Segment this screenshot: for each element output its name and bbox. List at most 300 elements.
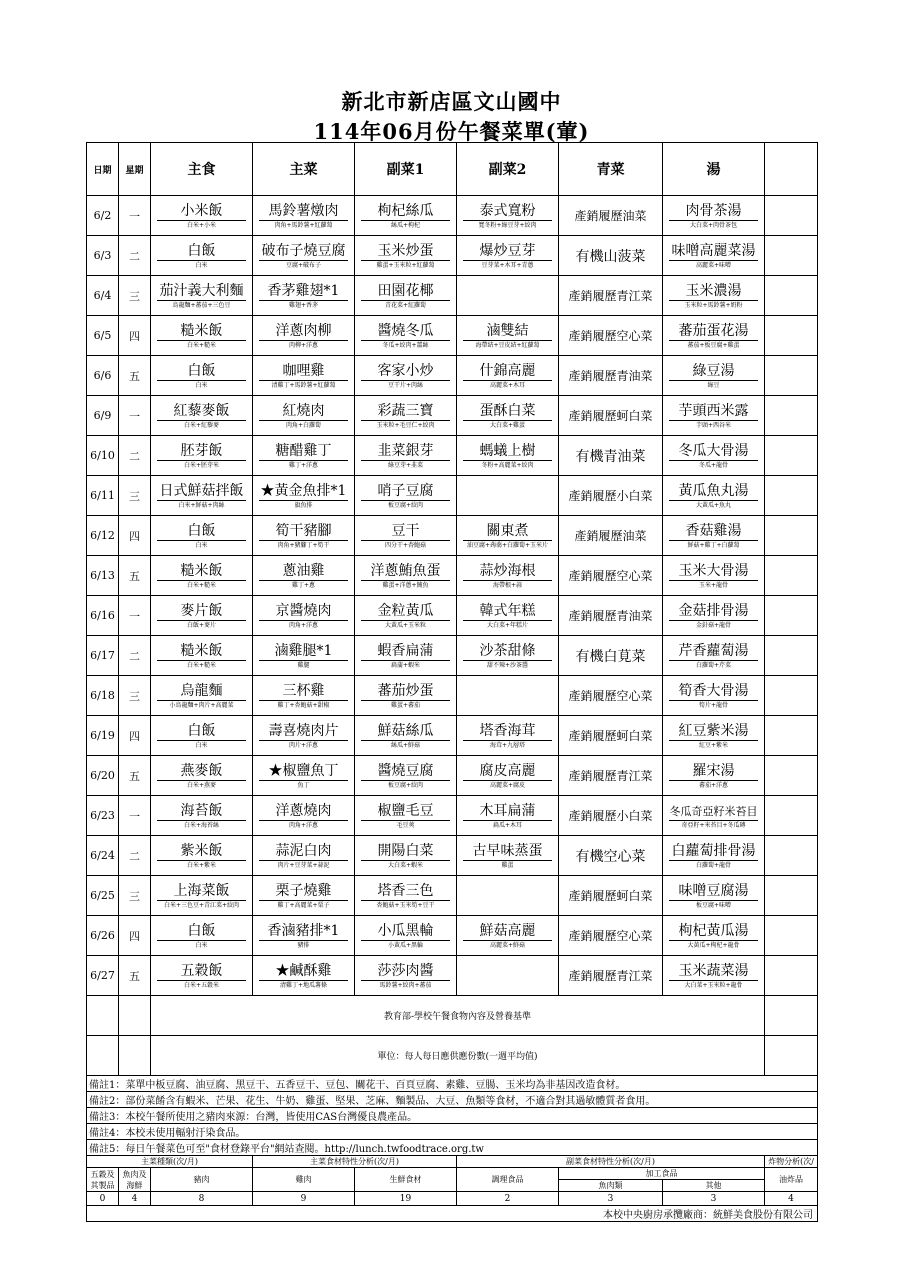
blank-cell bbox=[765, 836, 818, 876]
header-side2: 副菜2 bbox=[457, 143, 559, 196]
side-dish-1-cell bbox=[355, 956, 457, 996]
blank-cell bbox=[765, 956, 818, 996]
side-dish-1-cell bbox=[355, 716, 457, 756]
menu-row bbox=[87, 876, 818, 916]
main-dish-cell bbox=[253, 396, 355, 436]
side-dish-1-cell bbox=[355, 516, 457, 556]
stat-col-fresh: 生鮮食材 bbox=[355, 1168, 457, 1192]
staple-cell bbox=[151, 836, 253, 876]
dish-name: 白飯 bbox=[187, 723, 216, 739]
header-veg: 青菜 bbox=[559, 143, 663, 196]
dish-ingredients: 白米+糙米 bbox=[157, 340, 246, 350]
vegetable-cell: 有機山菠菜 bbox=[559, 236, 663, 276]
main-dish-cell bbox=[253, 676, 355, 716]
menu-row bbox=[87, 676, 818, 716]
main-dish-cell bbox=[253, 476, 355, 516]
side-dish-2-cell bbox=[457, 916, 559, 956]
dish-ingredients: 肉柳+洋蔥 bbox=[259, 340, 348, 350]
stat-col-fried: 油炸品 bbox=[765, 1168, 818, 1192]
dish-name: 彩蔬三寶 bbox=[377, 403, 434, 419]
main-dish-cell bbox=[253, 196, 355, 236]
dish-ingredients: 白米 bbox=[157, 540, 246, 550]
weekday-cell: 五 bbox=[119, 356, 151, 396]
stat-group-main-analysis: 主菜食材特性分析(次/月) bbox=[253, 1156, 457, 1168]
dish-ingredients: 白米+紅藜麥 bbox=[157, 420, 246, 430]
soup-ingredients: 高麗菜+味噌 bbox=[669, 260, 758, 270]
page-subtitle: 114年06月份午餐菜單(葷) bbox=[313, 119, 590, 144]
stat-value-fishmeat: 3 bbox=[559, 1192, 663, 1206]
dish-ingredients: 雞蛋+洋蔥+鮪魚 bbox=[361, 580, 450, 590]
stat-col-processed: 加工食品 bbox=[559, 1168, 765, 1180]
dish-name: 莎莎肉醬 bbox=[377, 963, 434, 979]
soup-ingredients: 大白菜+肉骨茶包 bbox=[669, 220, 758, 230]
date-cell: 6/10 bbox=[87, 436, 119, 476]
blank-cell bbox=[765, 596, 818, 636]
date-cell: 6/4 bbox=[87, 276, 119, 316]
dish-ingredients: 肉片+洋蔥 bbox=[259, 740, 348, 750]
stat-value-chicken: 9 bbox=[253, 1192, 355, 1206]
dish-ingredients: 毛豆莢 bbox=[361, 820, 450, 830]
vegetable-cell: 產銷履歷青江菜 bbox=[559, 756, 663, 796]
dish-ingredients: 雞蛋 bbox=[463, 860, 552, 870]
dish-name: 蝦香扁蒲 bbox=[377, 643, 434, 659]
dish-ingredients: 白米 bbox=[157, 380, 246, 390]
weekday-cell: 一 bbox=[119, 196, 151, 236]
soup-cell bbox=[663, 476, 765, 516]
weekday-cell: 五 bbox=[119, 556, 151, 596]
menu-row bbox=[87, 196, 818, 236]
date-cell: 6/23 bbox=[87, 796, 119, 836]
weekday-cell: 四 bbox=[119, 716, 151, 756]
dish-ingredients: 白米 bbox=[157, 940, 246, 950]
dish-ingredients: 雞丁+杏鮑菇+甜椒 bbox=[259, 700, 348, 710]
date-cell: 6/26 bbox=[87, 916, 119, 956]
dish-ingredients: 白米+鮮菇+肉絲 bbox=[157, 500, 246, 510]
blank-cell bbox=[765, 436, 818, 476]
side-dish-1-cell bbox=[355, 796, 457, 836]
soup-name: 香菇雞湯 bbox=[685, 523, 742, 539]
staple-cell bbox=[151, 676, 253, 716]
soup-cell bbox=[663, 916, 765, 956]
dish-name: 醬燒冬瓜 bbox=[377, 323, 434, 339]
soup-cell bbox=[663, 796, 765, 836]
date-cell: 6/24 bbox=[87, 836, 119, 876]
date-cell: 6/16 bbox=[87, 596, 119, 636]
weekday-cell: 二 bbox=[119, 436, 151, 476]
soup-ingredients: 白蘿蔔+芹菜 bbox=[669, 660, 758, 670]
dish-name: 小瓜黑輪 bbox=[377, 923, 434, 939]
side-dish-2-cell bbox=[457, 236, 559, 276]
vegetable-cell: 產銷履歷青油菜 bbox=[559, 356, 663, 396]
soup-ingredients: 板豆腐+味噌 bbox=[669, 900, 758, 910]
soup-cell bbox=[663, 356, 765, 396]
weekday-cell: 二 bbox=[119, 836, 151, 876]
weekday-cell: 二 bbox=[119, 636, 151, 676]
soup-cell bbox=[663, 196, 765, 236]
dish-ingredients: 高麗菜+鮮菇 bbox=[463, 940, 552, 950]
dish-name: 壽喜燒肉片 bbox=[268, 723, 339, 739]
dish-name: 白飯 bbox=[187, 523, 216, 539]
vegetable-cell: 有機青油菜 bbox=[559, 436, 663, 476]
dish-ingredients: 板豆腐+絞肉 bbox=[361, 780, 450, 790]
vegetable-cell: 產銷履歷小白菜 bbox=[559, 476, 663, 516]
soup-name: 玉米濃湯 bbox=[685, 283, 742, 299]
dish-name: 烏龍麵 bbox=[180, 683, 223, 699]
dish-ingredients: 肉角+白蘿蔔 bbox=[259, 420, 348, 430]
dish-name: 海苔飯 bbox=[180, 803, 223, 819]
weekday-cell: 三 bbox=[119, 876, 151, 916]
stat-col-fishmeat: 魚肉類 bbox=[559, 1180, 663, 1192]
dish-ingredients: 板豆腐+絞肉 bbox=[361, 500, 450, 510]
staple-cell bbox=[151, 276, 253, 316]
dish-name: 茄汁義大利麵 bbox=[159, 283, 244, 299]
dish-name: ★黃金魚排*1 bbox=[260, 483, 347, 499]
dish-name: 三杯雞 bbox=[282, 683, 325, 699]
soup-ingredients: 蕃茄+板豆腐+雞蛋 bbox=[669, 340, 758, 350]
vegetable-cell: 產銷履歷蚵白菜 bbox=[559, 876, 663, 916]
soup-cell bbox=[663, 676, 765, 716]
dish-name: 蒜泥白肉 bbox=[275, 843, 332, 859]
vegetable-cell: 產銷履歷小白菜 bbox=[559, 796, 663, 836]
dish-ingredients: 冬粉+高麗菜+絞肉 bbox=[463, 460, 552, 470]
soup-ingredients: 玉米+龍骨 bbox=[669, 580, 758, 590]
side-dish-2-cell bbox=[457, 836, 559, 876]
dish-ingredients: 肉片+豆芽菜+蒜泥 bbox=[259, 860, 348, 870]
side-dish-2-cell bbox=[457, 956, 559, 996]
stat-value-fried: 4 bbox=[765, 1192, 818, 1206]
dish-name: 鮮菇絲瓜 bbox=[377, 723, 434, 739]
page-title: 新北市新店區文山國中 bbox=[341, 89, 562, 114]
dish-name: 紅藜麥飯 bbox=[173, 403, 230, 419]
blank-cell bbox=[765, 356, 818, 396]
dish-name: 白飯 bbox=[187, 923, 216, 939]
dish-ingredients: 雞翅+香茅 bbox=[259, 300, 348, 310]
dish-name: 洋蔥肉柳 bbox=[275, 323, 332, 339]
soup-name: 黃瓜魚丸湯 bbox=[678, 483, 749, 499]
dish-ingredients: 白米 bbox=[157, 260, 246, 270]
side-dish-2-cell bbox=[457, 476, 559, 516]
date-cell: 6/9 bbox=[87, 396, 119, 436]
side-dish-2-cell bbox=[457, 716, 559, 756]
dish-ingredients: 青花菜+紅蘿蔔 bbox=[361, 300, 450, 310]
side-dish-1-cell bbox=[355, 476, 457, 516]
date-cell: 6/2 bbox=[87, 196, 119, 236]
side-dish-1-cell bbox=[355, 636, 457, 676]
menu-row bbox=[87, 516, 818, 556]
soup-name: 紅豆紫米湯 bbox=[678, 723, 749, 739]
date-cell: 6/12 bbox=[87, 516, 119, 556]
dish-name: 洋蔥燒肉 bbox=[275, 803, 332, 819]
dish-name: 塔香三色 bbox=[377, 883, 434, 899]
side-dish-2-cell bbox=[457, 516, 559, 556]
dish-ingredients: 大白菜+蝦米 bbox=[361, 860, 450, 870]
side-dish-1-cell bbox=[355, 876, 457, 916]
stat-value-fresh: 19 bbox=[355, 1192, 457, 1206]
dish-name: 枸杞絲瓜 bbox=[377, 203, 434, 219]
main-dish-cell bbox=[253, 916, 355, 956]
dish-ingredients: 白飯+麥片 bbox=[157, 620, 246, 630]
dish-ingredients: 絲瓜+鮮菇 bbox=[361, 740, 450, 750]
standard-line1: 教育部-學校午餐食物內容及營養基準 bbox=[151, 996, 765, 1036]
side-dish-1-cell bbox=[355, 436, 457, 476]
note-2: 備註2：部份菜餚含有蝦米、芒果、花生、牛奶、雞蛋、堅果、芝麻、麵製品、大豆、魚類等食材，不適合對其過敏體質者食用。 bbox=[87, 1092, 818, 1108]
dish-name: 上海菜飯 bbox=[173, 883, 230, 899]
dish-name: 香茅雞翅*1 bbox=[267, 283, 340, 299]
dish-name: 紫米飯 bbox=[180, 843, 223, 859]
dish-ingredients: 肉角+豬腳丁+筍干 bbox=[259, 540, 348, 550]
header-weekday: 星期 bbox=[119, 143, 151, 196]
blank-cell bbox=[765, 236, 818, 276]
menu-row bbox=[87, 596, 818, 636]
blank-cell bbox=[765, 516, 818, 556]
soup-ingredients: 紅豆+紫米 bbox=[669, 740, 758, 750]
dish-ingredients: 雞丁+高麗菜+栗子 bbox=[259, 900, 348, 910]
menu-table bbox=[86, 142, 818, 1222]
dish-ingredients: 大白菜+年糕片 bbox=[463, 620, 552, 630]
dish-ingredients: 海帶結+豆皮結+紅蘿蔔 bbox=[463, 340, 552, 350]
stat-value-grain: 0 bbox=[87, 1192, 119, 1206]
main-dish-cell bbox=[253, 876, 355, 916]
dish-ingredients: 雞蛋+玉米粒+紅蘿蔔 bbox=[361, 260, 450, 270]
side-dish-2-cell bbox=[457, 756, 559, 796]
main-dish-cell bbox=[253, 236, 355, 276]
stat-col-pork: 豬肉 bbox=[151, 1168, 253, 1192]
staple-cell bbox=[151, 476, 253, 516]
dish-ingredients: 綠豆芽+韭菜 bbox=[361, 460, 450, 470]
side-dish-1-cell bbox=[355, 756, 457, 796]
stat-value-prepared: 2 bbox=[457, 1192, 559, 1206]
staple-cell bbox=[151, 236, 253, 276]
side-dish-2-cell bbox=[457, 196, 559, 236]
dish-name: 什錦高麗 bbox=[479, 363, 536, 379]
vegetable-cell: 產銷履歷蚵白菜 bbox=[559, 396, 663, 436]
side-dish-1-cell bbox=[355, 676, 457, 716]
soup-name: 枸杞黃瓜湯 bbox=[678, 923, 749, 939]
dish-name: 古早味蒸蛋 bbox=[472, 843, 543, 859]
side-dish-1-cell bbox=[355, 276, 457, 316]
soup-cell bbox=[663, 876, 765, 916]
dish-name: 破布子燒豆腐 bbox=[261, 243, 346, 259]
soup-ingredients: 冬瓜+龍骨 bbox=[669, 460, 758, 470]
dish-name: 關東煮 bbox=[486, 523, 529, 539]
soup-ingredients: 大黃瓜+枸杞+龍骨 bbox=[669, 940, 758, 950]
dish-name: 洋蔥鮪魚蛋 bbox=[370, 563, 441, 579]
staple-cell bbox=[151, 796, 253, 836]
dish-name: 蒜炒海根 bbox=[479, 563, 536, 579]
dish-ingredients: 魚丁 bbox=[259, 780, 348, 790]
menu-row bbox=[87, 836, 818, 876]
soup-cell bbox=[663, 236, 765, 276]
staple-cell bbox=[151, 436, 253, 476]
weekday-cell: 三 bbox=[119, 476, 151, 516]
date-cell: 6/5 bbox=[87, 316, 119, 356]
date-cell: 6/13 bbox=[87, 556, 119, 596]
dish-name: 糙米飯 bbox=[180, 643, 223, 659]
dish-name: 豆干 bbox=[391, 523, 420, 539]
vegetable-cell: 產銷履歷油菜 bbox=[559, 516, 663, 556]
side-dish-1-cell bbox=[355, 596, 457, 636]
vegetable-cell: 產銷履歷空心菜 bbox=[559, 916, 663, 956]
menu-row bbox=[87, 276, 818, 316]
soup-cell bbox=[663, 436, 765, 476]
staple-cell bbox=[151, 756, 253, 796]
soup-name: 綠豆湯 bbox=[692, 363, 735, 379]
dish-ingredients: 油豆腐+蒟蒻+白蘿蔔+玉米片 bbox=[463, 540, 552, 550]
soup-name: 味噌高麗菜湯 bbox=[671, 243, 756, 259]
dish-ingredients: 白米 bbox=[157, 740, 246, 750]
dish-name: 紅燒肉 bbox=[282, 403, 325, 419]
vegetable-cell: 產銷履歷空心菜 bbox=[559, 316, 663, 356]
dish-ingredients bbox=[463, 692, 552, 701]
date-cell: 6/27 bbox=[87, 956, 119, 996]
menu-row bbox=[87, 916, 818, 956]
soup-name: 玉米蔬菜湯 bbox=[678, 963, 749, 979]
dish-name: 白飯 bbox=[187, 363, 216, 379]
stat-col-prepared: 調理食品 bbox=[457, 1168, 559, 1192]
dish-ingredients: 小烏龍麵+肉片+高麗菜 bbox=[157, 700, 246, 710]
dish-name: 滷雞腿*1 bbox=[274, 643, 333, 659]
side-dish-2-cell bbox=[457, 636, 559, 676]
main-dish-cell bbox=[253, 596, 355, 636]
side-dish-2-cell bbox=[457, 436, 559, 476]
dish-name: 蛋酥白菜 bbox=[479, 403, 536, 419]
menu-row bbox=[87, 356, 818, 396]
dish-name: 小米飯 bbox=[180, 203, 223, 219]
dish-name: 馬鈴薯燉肉 bbox=[268, 203, 339, 219]
menu-row bbox=[87, 716, 818, 756]
dish-name: 客家小炒 bbox=[377, 363, 434, 379]
side-dish-2-cell bbox=[457, 876, 559, 916]
soup-ingredients: 白蘿蔔+龍骨 bbox=[669, 860, 758, 870]
dish-ingredients: 海茸+九層塔 bbox=[463, 740, 552, 750]
dish-name: 木耳扁蒲 bbox=[479, 803, 536, 819]
menu-row bbox=[87, 556, 818, 596]
dish-name: 鮮菇高麗 bbox=[479, 923, 536, 939]
dish-ingredients: 白米+小米 bbox=[157, 220, 246, 230]
header-main: 主菜 bbox=[253, 143, 355, 196]
dish-name: 螞蟻上樹 bbox=[479, 443, 536, 459]
weekday-cell: 一 bbox=[119, 596, 151, 636]
blank-cell bbox=[765, 636, 818, 676]
soup-cell bbox=[663, 636, 765, 676]
dish-ingredients: 白米+海苔絲 bbox=[157, 820, 246, 830]
dish-ingredients: 雞腿 bbox=[259, 660, 348, 670]
side-dish-2-cell bbox=[457, 556, 559, 596]
main-dish-cell bbox=[253, 756, 355, 796]
dish-ingredients: 白米+糙米 bbox=[157, 580, 246, 590]
dish-ingredients: 清雞丁+馬鈴薯+紅蘿蔔 bbox=[259, 380, 348, 390]
note-1: 備註1：菜單中板豆腐、油豆腐、黑豆干、五香豆干、豆包、關花干、百頁豆腐、素雞、豆腸、玉米均為非基因改造食材。 bbox=[87, 1076, 818, 1092]
dish-name: 玉米炒蛋 bbox=[377, 243, 434, 259]
dish-ingredients bbox=[463, 972, 552, 981]
blank-cell bbox=[765, 716, 818, 756]
menu-row bbox=[87, 316, 818, 356]
dish-ingredients: 旗魚排 bbox=[259, 500, 348, 510]
soup-cell bbox=[663, 956, 765, 996]
weekday-cell: 一 bbox=[119, 796, 151, 836]
menu-row bbox=[87, 236, 818, 276]
date-cell: 6/18 bbox=[87, 676, 119, 716]
blank-cell bbox=[765, 196, 818, 236]
weekday-cell: 三 bbox=[119, 276, 151, 316]
dish-name: 蕃茄炒蛋 bbox=[377, 683, 434, 699]
staple-cell bbox=[151, 556, 253, 596]
stat-col-grain: 五穀及其製品 bbox=[87, 1168, 119, 1192]
soup-ingredients: 金針菇+龍骨 bbox=[669, 620, 758, 630]
soup-cell bbox=[663, 756, 765, 796]
header-row bbox=[87, 143, 818, 196]
dish-name: 麥片飯 bbox=[180, 603, 223, 619]
dish-name: 椒鹽毛豆 bbox=[377, 803, 434, 819]
stat-group-main-kind: 主菜種類(次/月) bbox=[87, 1156, 253, 1168]
soup-ingredients: 筍片+龍骨 bbox=[669, 700, 758, 710]
weekday-cell: 二 bbox=[119, 236, 151, 276]
dish-ingredients: 肉角+洋蔥 bbox=[259, 820, 348, 830]
main-dish-cell bbox=[253, 836, 355, 876]
date-cell: 6/6 bbox=[87, 356, 119, 396]
dish-name: 爆炒豆芽 bbox=[479, 243, 536, 259]
side-dish-2-cell bbox=[457, 356, 559, 396]
soup-ingredients: 大白菜+玉米粒+龍骨 bbox=[669, 980, 758, 990]
dish-ingredients bbox=[463, 492, 552, 501]
side-dish-1-cell bbox=[355, 556, 457, 596]
dish-ingredients: 大白菜+雞蛋 bbox=[463, 420, 552, 430]
soup-name: 味噌豆腐湯 bbox=[678, 883, 749, 899]
dish-ingredients: 寬冬粉+綠豆芽+絞肉 bbox=[463, 220, 552, 230]
dish-ingredients: 小黃瓜+黑輪 bbox=[361, 940, 450, 950]
dish-name: 開陽白菜 bbox=[377, 843, 434, 859]
dish-name: 醬燒豆腐 bbox=[377, 763, 434, 779]
main-dish-cell bbox=[253, 796, 355, 836]
blank-cell bbox=[765, 876, 818, 916]
dish-name: 塔香海茸 bbox=[479, 723, 536, 739]
dish-name: 栗子燒雞 bbox=[275, 883, 332, 899]
soup-name: 芋頭西米露 bbox=[678, 403, 749, 419]
side-dish-1-cell bbox=[355, 236, 457, 276]
vegetable-cell: 產銷履歷空心菜 bbox=[559, 556, 663, 596]
dish-ingredients: 白米+燕麥 bbox=[157, 780, 246, 790]
header-staple: 主食 bbox=[151, 143, 253, 196]
dish-ingredients: 絲瓜+枸杞 bbox=[361, 220, 450, 230]
stat-col-other: 其他 bbox=[663, 1180, 765, 1192]
stat-col-seafood: 魚肉及海鮮 bbox=[119, 1168, 151, 1192]
soup-name: 筍香大骨湯 bbox=[678, 683, 749, 699]
staple-cell bbox=[151, 356, 253, 396]
dish-ingredients bbox=[463, 892, 552, 901]
staple-cell bbox=[151, 596, 253, 636]
weekday-cell: 五 bbox=[119, 956, 151, 996]
note-5: 備註5：每日午餐菜色可至"食材登錄平台"網站查閱。http://lunch.twfoodtrace.org.tw bbox=[87, 1140, 818, 1156]
dish-ingredients bbox=[463, 292, 552, 301]
side-dish-2-cell bbox=[457, 276, 559, 316]
dish-ingredients: 扁瓜+木耳 bbox=[463, 820, 552, 830]
dish-ingredients: 杏鮑菇+玉米筍+豆干 bbox=[361, 900, 450, 910]
note-4: 備註4：本校未使用輻射汙染食品。 bbox=[87, 1124, 818, 1140]
side-dish-2-cell bbox=[457, 796, 559, 836]
menu-row bbox=[87, 396, 818, 436]
dish-name: 腐皮高麗 bbox=[479, 763, 536, 779]
blank-cell bbox=[765, 476, 818, 516]
soup-name: 冬瓜大骨湯 bbox=[678, 443, 749, 459]
main-dish-cell bbox=[253, 356, 355, 396]
dish-name: 田園花椰 bbox=[377, 283, 434, 299]
menu-row bbox=[87, 436, 818, 476]
weekday-cell: 四 bbox=[119, 316, 151, 356]
weekday-cell: 四 bbox=[119, 516, 151, 556]
dish-name: 筍干豬腳 bbox=[275, 523, 332, 539]
dish-ingredients: 白米+紫米 bbox=[157, 860, 246, 870]
date-cell: 6/19 bbox=[87, 716, 119, 756]
